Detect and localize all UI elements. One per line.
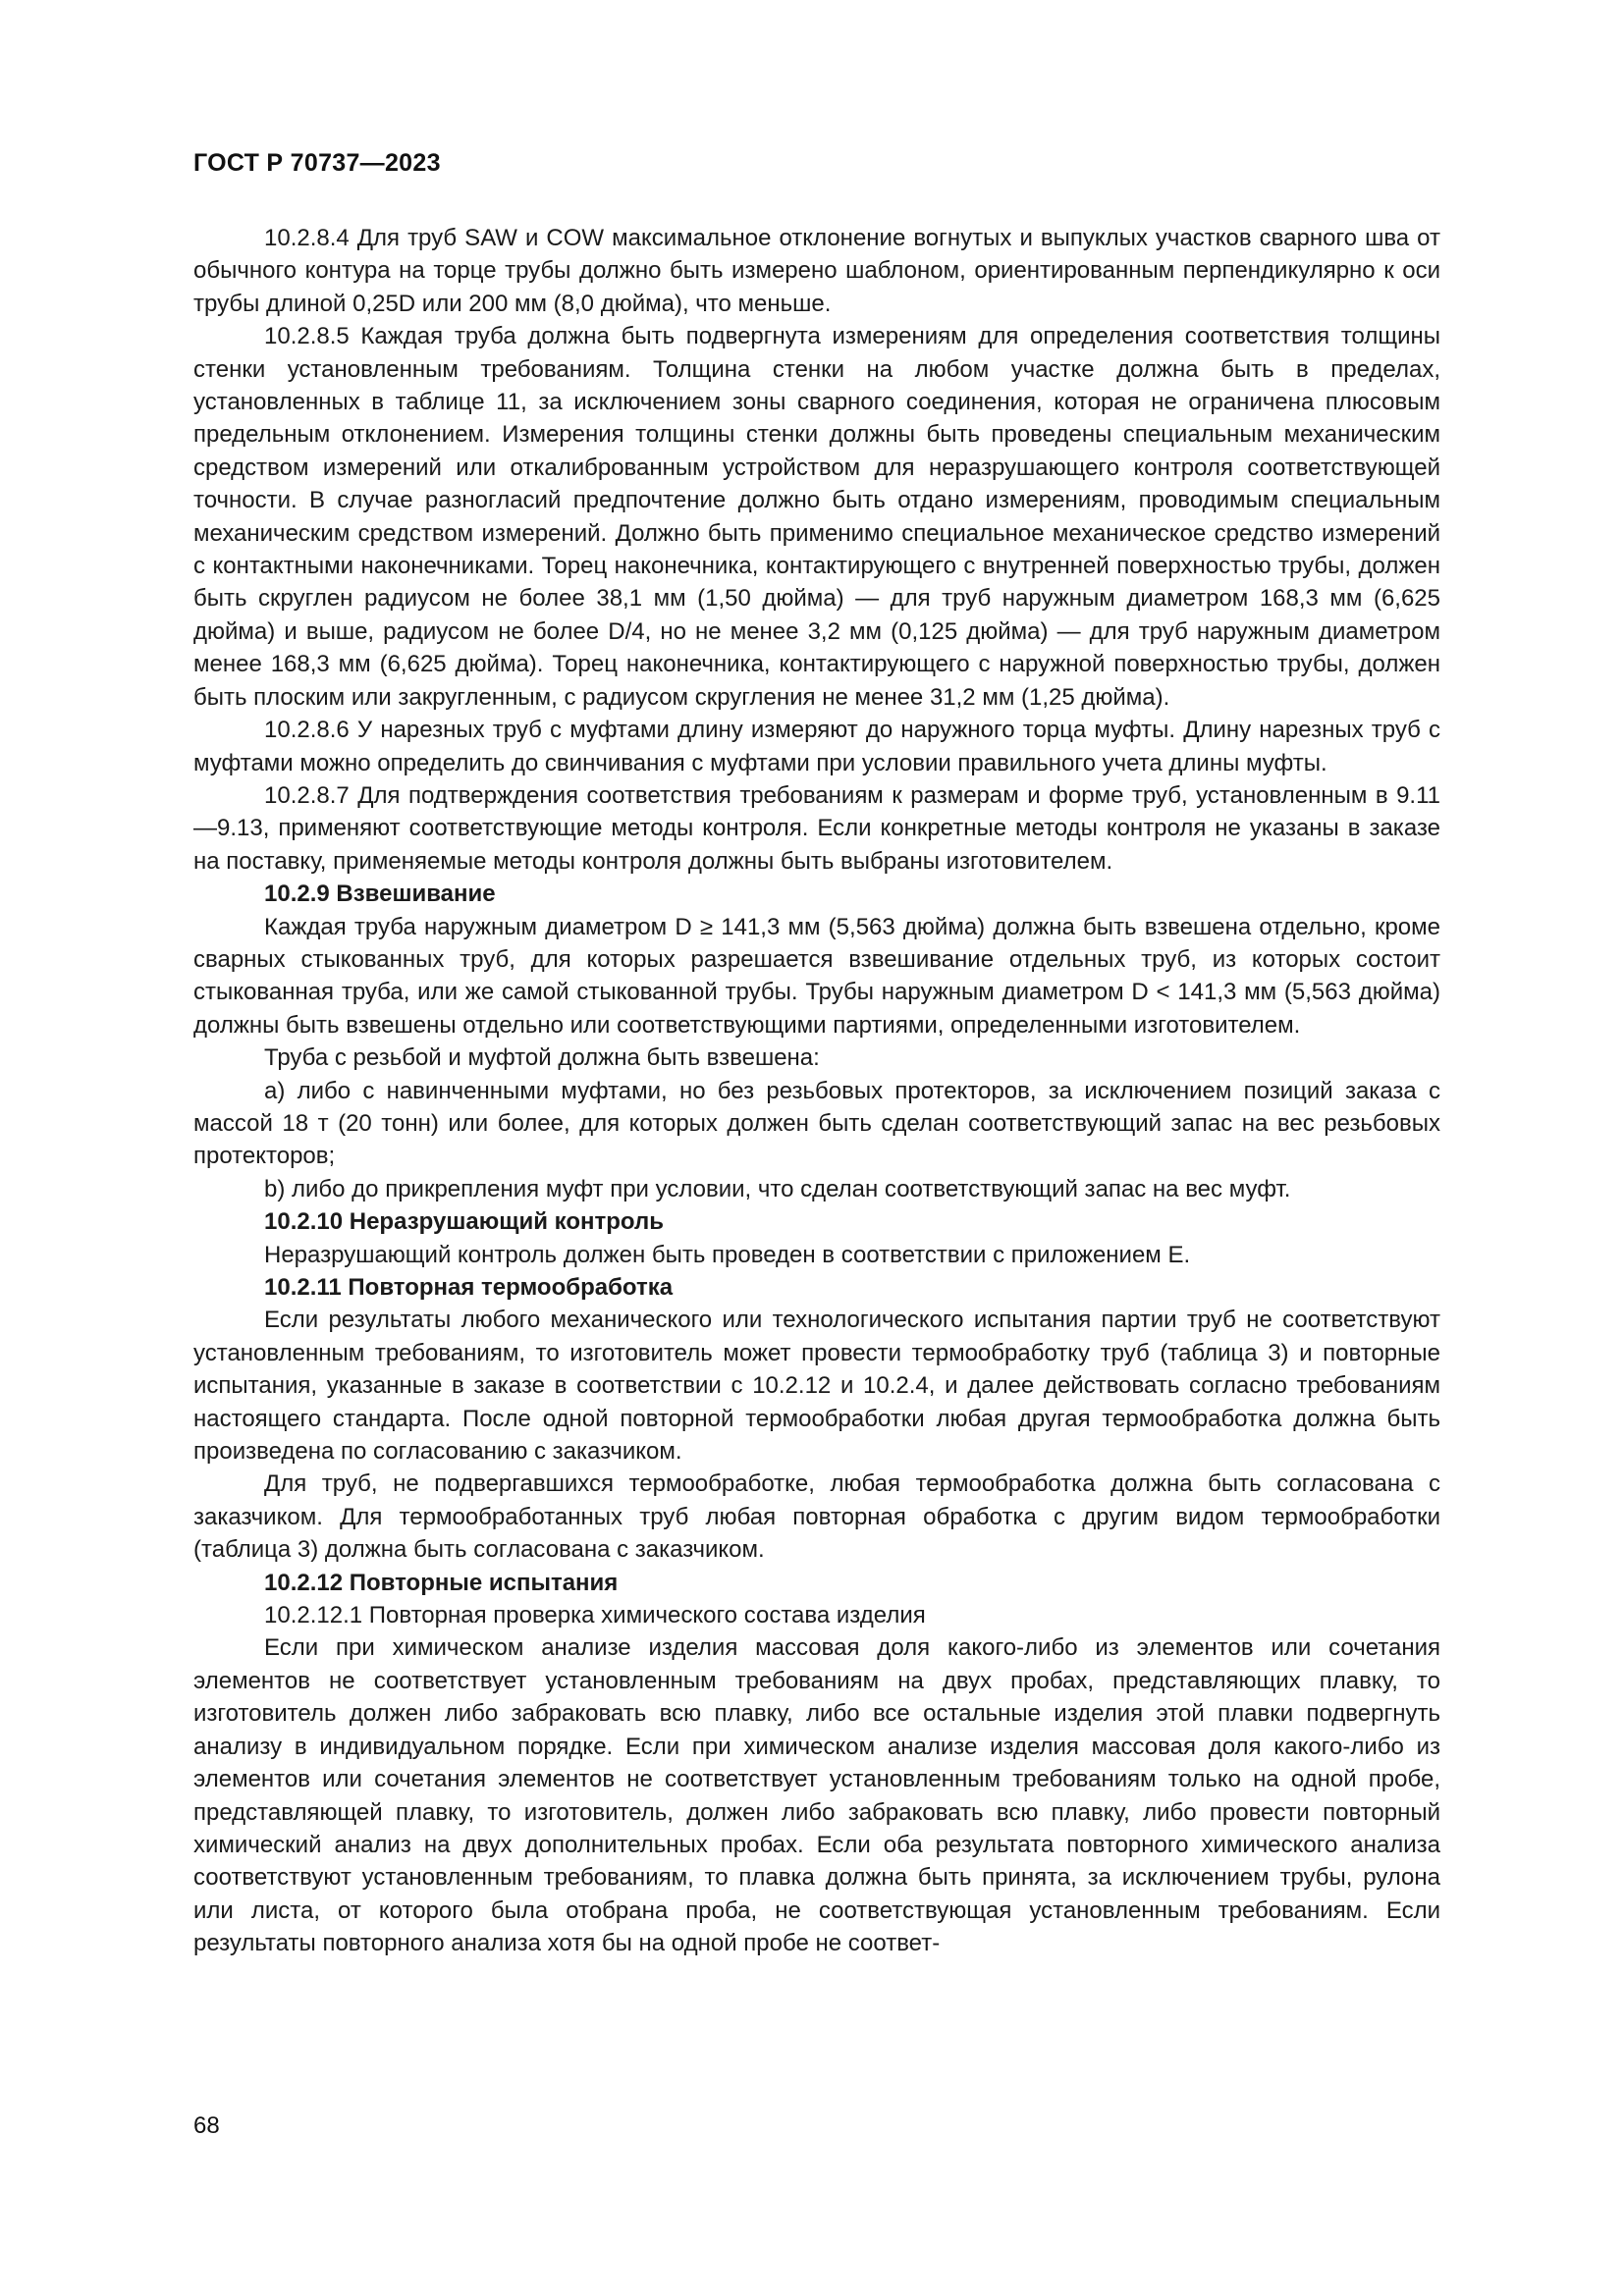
paragraph-10-2-8-4: 10.2.8.4 Для труб SAW и COW максимальное отклонение вогнутых и выпуклых участков сварного шва от обычного контура на торце трубы должно быть измерено шаблоном, ориентированным перпендикулярно к оси трубы длиной 0,25D или 200 мм (8,0 дюйма), что меньше. (193, 225, 1440, 317)
list-item-a: a) либо с навинченными муфтами, но без резьбовых протекторов, за исключением позиций заказа с массой 18 т (20 тонн) или более, для которых должен быть сделан соответствующий запас на вес резьбовых протекторов; (193, 1077, 1440, 1170)
paragraph-10-2-8-5: 10.2.8.5 Каждая труба должна быть подвергнута измерениям для определения соответствия толщины стенки установленным требованиям. Толщина стенки на любом участке должна быть в пределах, установленных в таблице 11, за исключением зоны сварного соединения, которая не ограничена плюсовым предельным отклонением. Измерения толщины стенки должны быть проведены специальным механическим средством измерений или откалиброванным устройством для неразрушающего контроля соответствующей точности. В случае разногласий предпочтение должно быть отдано измерениям, проводимым специальным механическим средством измерений. Должно быть применимо специальное механическое средство измерений с контактными наконечниками. Торец наконечника, контактирующего с внутренней поверхностью трубы, должен быть скруглен радиусом не более 38,1 мм (1,50 дюйма) — для труб наружным диаметром 168,3 мм (6,625 дюйма) и выше, радиусом не более D/4, но не менее 3,2 мм (0,125 дюйма) — для труб наружным диаметром менее 168,3 мм (6,625 дюйма). Торец наконечника, контактирующего с наружной поверхностью трубы, должен быть плоским или закругленным, с радиусом скругления не менее 31,2 мм (1,25 дюйма). (193, 323, 1440, 711)
section-heading-10-2-12: 10.2.12 Повторные испытания (264, 1569, 619, 1596)
paragraph-weighing-intro: Труба с резьбой и муфтой должна быть взвешена: (264, 1044, 820, 1072)
paragraph-chem-retest: Если при химическом анализе изделия массовая доля какого-либо из элементов или сочетания элементов не соответствует установленным требованиям на двух пробах, представляющих плавку, то изготовитель должен либо забраковать всю плавку, либо все остальные изделия этой плавки подвергнуть анализу в индивидуальном порядке. Если при химическом анализе изделия массовая доля какого-либо из элементов или сочетания элементов не соответствует установленным требованиям только на одной пробе, представляющей плавку, то изготовитель, должен либо забраковать всю плавку, либо провести повторный химический анализ на двух дополнительных пробах. Если оба результата повторного химического анализа соответствуют установленным требованиям, то плавка должна быть принята, за исключением трубы, рулона или листа, от которого была отобрана проба, не соответствующая установленным требованиям. Если результаты повторного анализа хотя бы на одной пробе не соответ- (193, 1634, 1440, 1957)
paragraph-ndt: Неразрушающий контроль должен быть проведен в соответствии с приложением Е. (264, 1241, 1191, 1268)
paragraph-reheat-1: Если результаты любого механического или технологического испытания партии труб не соответствуют установленным требованиям, то изготовитель может провести термообработку труб (таблица 3) и повторные испытания, указанные в заказе в соответствии с 10.2.12 и 10.2.4, и далее действовать согласно требованиям настоящего стандарта. После одной повторной термообработки любая другая термообработка должна быть произведена по согласованию с заказчиком. (193, 1307, 1440, 1466)
section-heading-10-2-9: 10.2.9 Взвешивание (264, 881, 496, 908)
section-heading-10-2-10: 10.2.10 Неразрушающий контроль (264, 1208, 664, 1236)
list-item-b: b) либо до прикрепления муфт при условии, что сделан соответствующий запас на вес муфт. (264, 1175, 1291, 1202)
section-heading-10-2-11: 10.2.11 Повторная термообработка (264, 1274, 674, 1301)
paragraph-10-2-8-6: 10.2.8.6 У нарезных труб с муфтами длину измеряют до наружного торца муфты. Длину нарезных труб с муфтами можно определить до свинчивания с муфтами при условии правильного учета длины муфты. (193, 717, 1440, 776)
page-number: 68 (193, 2112, 220, 2139)
paragraph-weighing: Каждая труба наружным диаметром D ≥ 141,3 мм (5,563 дюйма) должна быть взвешена отдельно, кроме сварных стыкованных труб, для которых разрешается взвешивание отдельных труб, из которых состоит стыкованная труба, или же самой стыкованной трубы. Трубы наружным диаметром D < 141,3 мм (5,563 дюйма) должны быть взвешены отдельно или соответствующими партиями, определенными изготовителем. (193, 913, 1440, 1039)
document-header: ГОСТ Р 70737—2023 (193, 149, 441, 177)
document-body (193, 222, 1440, 1960)
subsection-title-10-2-12-1: 10.2.12.1 Повторная проверка химического состава изделия (264, 1602, 926, 1629)
paragraph-reheat-2: Для труб, не подвергавшихся термообработке, любая термообработка должна быть согласована с заказчиком. Для термообработанных труб любая повторная обработка с другим видом термообработки (таблица 3) должна быть согласована с заказчиком. (193, 1470, 1440, 1564)
paragraph-10-2-8-7: 10.2.8.7 Для подтверждения соответствия требованиям к размерам и форме труб, установленным в 9.11—9.13, применяют соответствующие методы контроля. Если конкретные методы контроля не указаны в заказе на поставку, применяемые методы контроля должны быть выбраны изготовителем. (193, 781, 1440, 875)
